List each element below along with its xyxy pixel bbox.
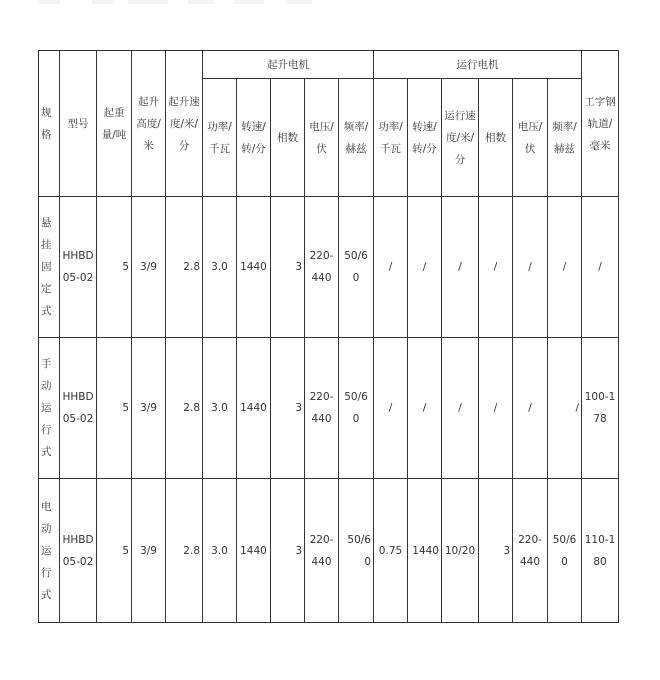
cell-lift-freq: 50/60 [339, 479, 374, 623]
cell-spec: 悬挂固定式 [39, 197, 60, 338]
table-row [39, 338, 619, 479]
col-header-spec: 规格 [39, 51, 60, 197]
cell-capacity: 5 [97, 479, 132, 623]
cell-lift-power: 3.0 [203, 479, 237, 623]
cell-lift-phase: 3 [271, 197, 305, 338]
cell-travel-rpm: 1440 [408, 479, 442, 623]
col-header-lift-speed: 起升速度/米/分 [166, 51, 203, 197]
cell-spec: 电动运行式 [39, 479, 60, 623]
cell-lift-height: 3/9 [132, 338, 166, 479]
cell-lift-freq: 50/60 [339, 338, 374, 479]
cell-lift-power: 3.0 [203, 338, 237, 479]
col-header-travel-rpm: 转速/转/分 [408, 79, 442, 197]
col-header-travel-phase: 相数 [479, 79, 513, 197]
col-header-travel-voltage: 电压/伏 [513, 79, 548, 197]
cell-travel-freq: / [548, 197, 582, 338]
header-group-row [39, 51, 619, 79]
cell-travel-phase: / [479, 338, 513, 479]
cell-lift-voltage: 220-440 [305, 338, 339, 479]
col-header-track: 工字钢轨道/毫米 [582, 51, 619, 197]
table-row [39, 197, 619, 338]
cell-lift-voltage: 220-440 [305, 197, 339, 338]
col-header-lift-height: 起升高度/米 [132, 51, 166, 197]
cell-track: / [582, 197, 619, 338]
col-header-travel-freq: 频率/赫兹 [548, 79, 582, 197]
cell-lift-speed: 2.8 [166, 197, 203, 338]
group-header-travel-motor: 运行电机 [374, 51, 582, 79]
cell-travel-rpm: / [408, 338, 442, 479]
cell-capacity: 5 [97, 197, 132, 338]
cell-travel-phase: 3 [479, 479, 513, 623]
cell-travel-speed: 10/20 [442, 479, 479, 623]
col-header-lift-phase: 相数 [271, 79, 305, 197]
col-header-lift-freq: 频率/赫兹 [339, 79, 374, 197]
cell-travel-power: / [374, 197, 408, 338]
cell-lift-height: 3/9 [132, 479, 166, 623]
cell-lift-height: 3/9 [132, 197, 166, 338]
cell-model: HHBD05-02 [60, 338, 97, 479]
cell-model: HHBD05-02 [60, 197, 97, 338]
cell-lift-rpm: 1440 [237, 197, 271, 338]
cell-travel-power: / [374, 338, 408, 479]
cell-spec: 手动运行式 [39, 338, 60, 479]
col-header-travel-speed: 运行速度/米/分 [442, 79, 479, 197]
col-header-model: 型号 [60, 51, 97, 197]
cell-travel-power: 0.75 [374, 479, 408, 623]
cell-model: HHBD05-02 [60, 479, 97, 623]
cell-travel-speed: / [442, 338, 479, 479]
cell-lift-rpm: 1440 [237, 479, 271, 623]
cell-capacity: 5 [97, 338, 132, 479]
spec-table [38, 50, 619, 623]
cell-travel-voltage: / [513, 338, 548, 479]
cell-lift-phase: 3 [271, 338, 305, 479]
cell-track: 100-178 [582, 338, 619, 479]
cell-lift-rpm: 1440 [237, 338, 271, 479]
col-header-lift-power: 功率/千瓦 [203, 79, 237, 197]
cell-lift-phase: 3 [271, 479, 305, 623]
col-header-travel-power: 功率/千瓦 [374, 79, 408, 197]
col-header-lift-rpm: 转速/转/分 [237, 79, 271, 197]
cell-travel-rpm: / [408, 197, 442, 338]
cell-travel-voltage: / [513, 197, 548, 338]
group-header-lift-motor: 起升电机 [203, 51, 374, 79]
cell-track: 110-180 [582, 479, 619, 623]
table-row [39, 479, 619, 623]
cell-travel-speed: / [442, 197, 479, 338]
cell-lift-speed: 2.8 [166, 338, 203, 479]
cell-lift-voltage: 220-440 [305, 479, 339, 623]
col-header-capacity: 起重量/吨 [97, 51, 132, 197]
cell-travel-phase: / [479, 197, 513, 338]
col-header-lift-voltage: 电压/伏 [305, 79, 339, 197]
cell-lift-speed: 2.8 [166, 479, 203, 623]
cell-travel-voltage: 220-440 [513, 479, 548, 623]
cell-lift-power: 3.0 [203, 197, 237, 338]
cell-lift-freq: 50/60 [339, 197, 374, 338]
top-decoration-line [38, 0, 328, 5]
cell-travel-freq: 50/60 [548, 479, 582, 623]
cell-travel-freq: / [548, 338, 582, 479]
